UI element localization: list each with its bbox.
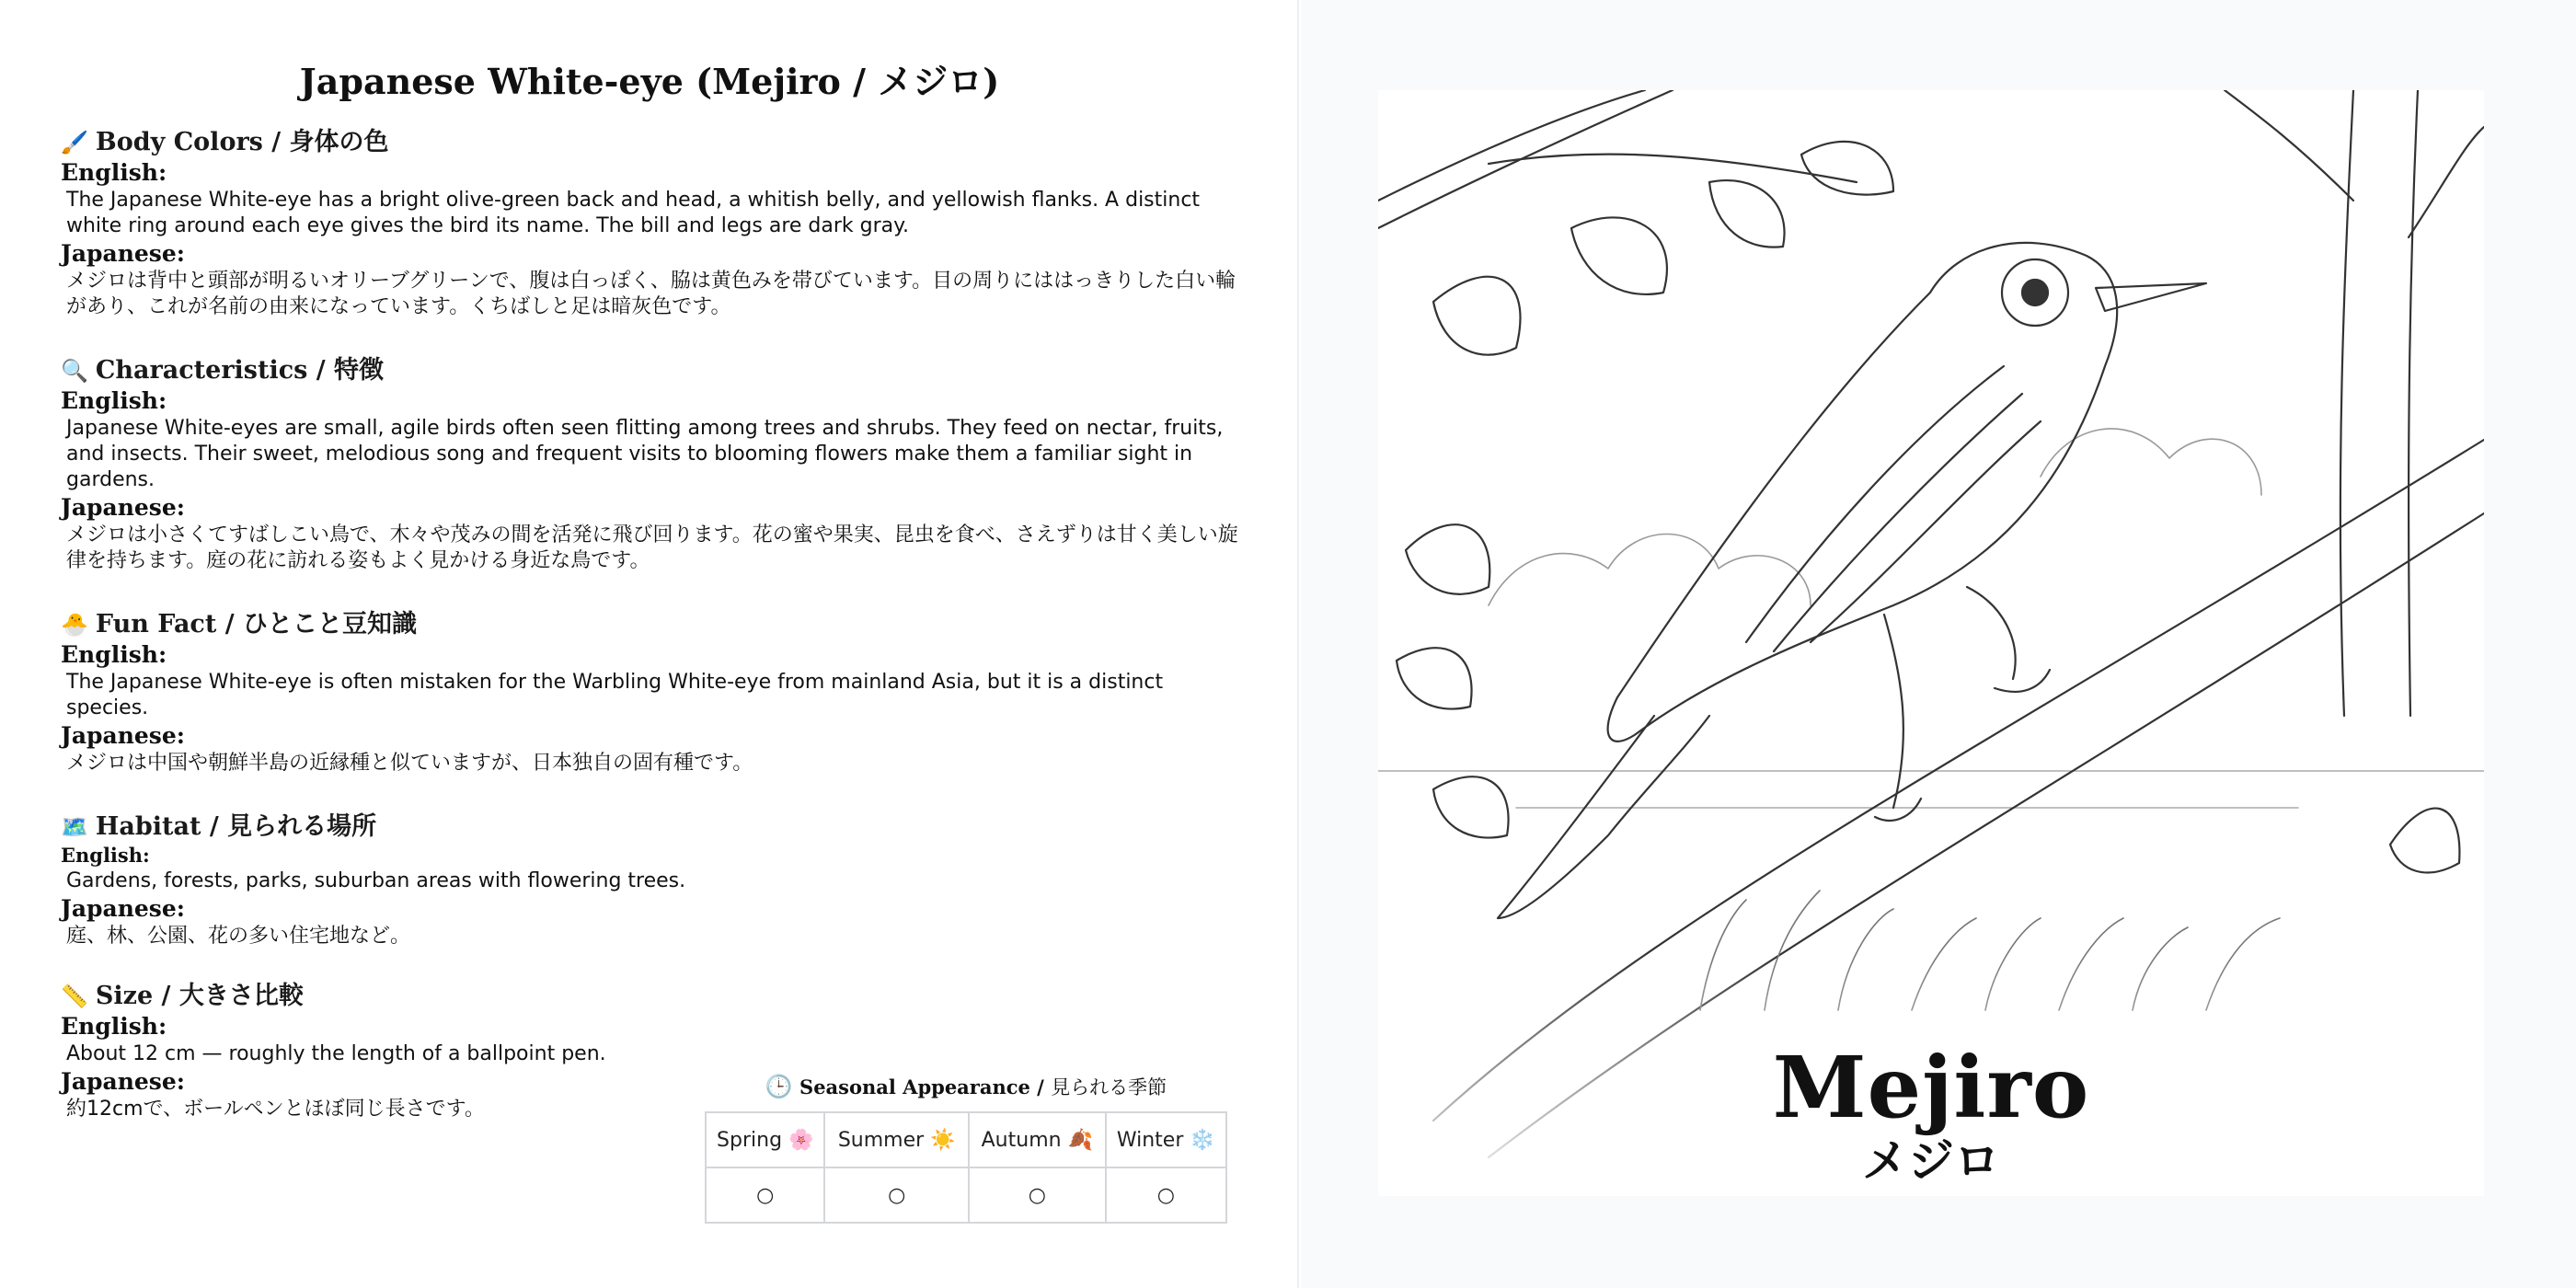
seasonal-title-en: Seasonal Appearance / [799, 1075, 1044, 1098]
season-header-row [706, 1112, 1226, 1167]
japanese-label: Japanese: [61, 722, 185, 749]
english-text: The Japanese White-eye is often mistaken for the Warbling White-eye from mainland Asia, but it is a distinct species. [66, 671, 1164, 719]
bird-illustration [1378, 90, 2484, 1196]
english-label: English: [61, 159, 167, 186]
section-heading-text: Characteristics / 特徴 [95, 356, 385, 385]
section-heading [61, 609, 1248, 640]
season-header-autumn: Autumn 🍂 [969, 1112, 1106, 1167]
japanese-text: メジロは小さくてすばしこい鳥で、木々や茂みの間を活発に飛び回ります。花の蜜や果実、昆虫を食べ、さえずりは甘く美しい旋律を持ちます。庭の花に訪れる姿もよく見かける身近な鳥です。 [66, 523, 1238, 572]
section-habitat [61, 811, 1248, 949]
english-label: English: [61, 387, 167, 414]
bird-line-art [1378, 90, 2484, 1196]
bird-name-japanese: メジロ [1862, 1134, 2000, 1188]
season-header-winter: Winter ❄️ [1106, 1112, 1226, 1167]
japanese-label: Japanese: [61, 494, 185, 521]
chick-icon: 🐣 [61, 611, 88, 638]
season-table [705, 1111, 1227, 1224]
japanese-label: Japanese: [61, 240, 185, 267]
clock-icon: 🕒 [765, 1073, 793, 1099]
bird-name-english: Mejiro [1772, 1038, 2090, 1137]
japanese-text: 約12cmで、ボールペンとほぼ同じ長さです。 [66, 1098, 485, 1121]
section-heading-text: Size / 大きさ比較 [95, 982, 304, 1010]
english-text: Japanese White-eyes are small, agile birds often seen flitting among trees and shrubs. They feed on nectar, fruits, and insects. Their sweet, melodious song and frequent visits to blooming flowers make them a familiar sight in gardens. [66, 417, 1224, 491]
section-heading [61, 127, 1248, 158]
japanese-text: 庭、林、公園、花の多い住宅地など。 [66, 925, 411, 948]
section-heading-text: Habitat / 見られる場所 [95, 812, 377, 841]
seasonal-appearance [705, 1071, 1227, 1224]
paintbrush-icon: 🖌️ [61, 129, 88, 155]
english-label: English: [61, 844, 150, 867]
section-heading [61, 811, 1248, 843]
section-characteristics [61, 355, 1248, 574]
english-text: About 12 cm — roughly the length of a ballpoint pen. [66, 1042, 606, 1065]
seasonal-title [705, 1071, 1227, 1104]
section-heading-text: Body Colors / 身体の色 [95, 128, 389, 156]
english-text: The Japanese White-eye has a bright olive-green back and head, a whitish belly, and yellowish flanks. A distinct white ring around each eye gives the bird its name. The bill and legs are dark gray. [66, 189, 1201, 237]
season-value-autumn: ○ [969, 1167, 1106, 1223]
map-icon: 🗺️ [61, 813, 88, 840]
section-heading [61, 981, 1248, 1012]
seasonal-title-jp: 見られる季節 [1051, 1076, 1167, 1098]
english-label: English: [61, 1013, 167, 1040]
page-title: Japanese White-eye (Mejiro / メジロ) [299, 61, 1000, 102]
section-heading [61, 355, 1248, 386]
season-header-summer: Summer ☀️ [824, 1112, 968, 1167]
season-value-spring: ○ [706, 1167, 824, 1223]
season-header-spring: Spring 🌸 [706, 1112, 824, 1167]
season-value-summer: ○ [824, 1167, 968, 1223]
season-value-winter: ○ [1106, 1167, 1226, 1223]
season-value-row [706, 1167, 1226, 1223]
section-heading-text: Fun Fact / ひとこと豆知識 [95, 610, 418, 638]
magnifier-icon: 🔍 [61, 357, 88, 384]
section-fun-fact [61, 609, 1248, 776]
japanese-text: メジロは背中と頭部が明るいオリーブグリーンで、腹は白っぽく、脇は黄色みを帯びています。目の周りにははっきりした白い輪があり、これが名前の由来になっています。くちばしと足は暗灰色です。 [66, 270, 1236, 318]
english-text: Gardens, forests, parks, suburban areas with flowering trees. [66, 869, 686, 892]
japanese-label: Japanese: [61, 895, 185, 922]
ruler-icon: 📏 [61, 983, 88, 1009]
english-label: English: [61, 641, 167, 668]
japanese-text: メジロは中国や朝鮮半島の近縁種と似ていますが、日本独自の固有種です。 [66, 752, 753, 775]
japanese-label: Japanese: [61, 1068, 185, 1095]
section-body-colors [61, 127, 1248, 320]
